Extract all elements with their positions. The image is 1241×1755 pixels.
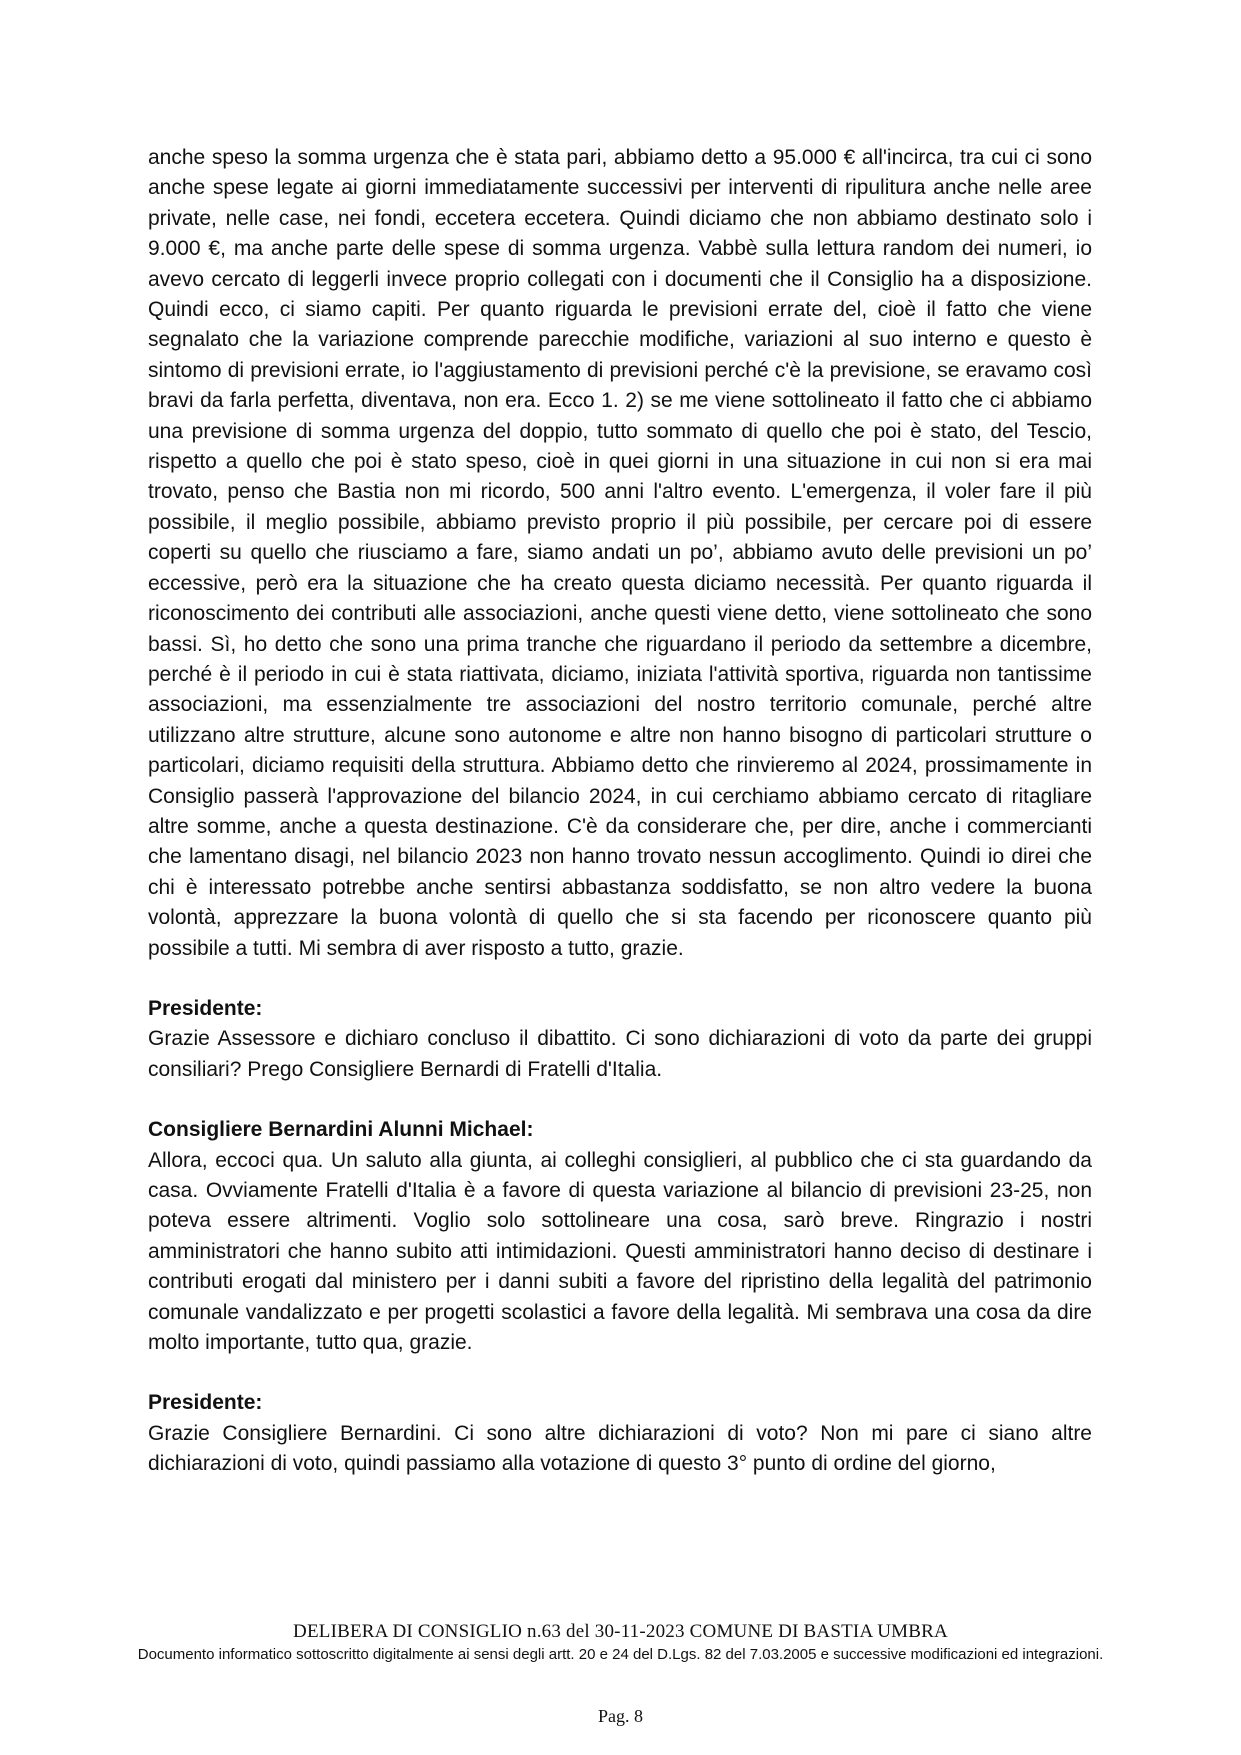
speaker-name: Consigliere Bernardini Alunni Michael: [148, 1118, 534, 1142]
opening-paragraph: anche speso la somma urgenza che è stata pari, abbiamo detto a 95.000 € all'incirca, tra cui ci sono anche spese legate ai giorni immediatamente successivi per interventi di ripulitura anche nelle aree private, nelle case, nei fondi, eccetera eccetera. Quindi diciamo che non abbiamo destinato solo i 9.000 €, ma anche parte delle spese di somma urgenza. Vabbè sulla lettura random dei numeri, io avevo cercato di leggerli invece proprio collegati con i documenti che il Consiglio ha a disposizione. Quindi ecco, ci siamo capiti. Per quanto riguarda le previsioni errate del, cioè il fatto che viene segnalato che la variazione comprende parecchie modifiche, variazioni al suo interno e questo è sintomo di previsioni errate, io l'aggiustamento di previsioni perché c'è la previsione, se eravamo così bravi da farla perfetta, diventava, non era. Ecco 1. 2) se me viene sottolineato il fatto che ci abbiamo una previsione di somma urgenza del doppio, tutto sommato di quello che poi è stato, del Tescio, rispetto a quello che poi è stato speso, cioè in quei giorni in una situazione in cui non si era mai trovato, penso che Bastia non mi ricordo, 500 anni l'altro evento. L'emergenza, il voler fare il più possibile, il meglio possibile, abbiamo previsto proprio il più possibile, per cercare poi di essere coperti su quello che riusciamo a fare, siamo andati un po’, abbiamo avuto delle previsioni un po’ eccessive, però era la situazione che ha creato questa diciamo necessità. Per quanto riguarda il riconoscimento dei contributi alle associazioni, anche questi viene detto, viene sottolineato che sono bassi. Sì, ho detto che sono una prima tranche che riguardano il periodo da settembre a dicembre, perché è il periodo in cui è stata riattivata, diciamo, iniziata l'attività sportiva, riguarda non tantissime associazioni, ma essenzialmente tre associazioni del nostro territorio comunale, perché altre utilizzano altre strutture, alcune sono autonome e altre non hanno bisogno di particolari strutture o particolari, diciamo requisiti della struttura. Abbiamo detto che rinvieremo al 2024, prossimamente in Consiglio passerà l'approvazione del bilancio 2024, in cui cerchiamo abbiamo cercato di ritagliare altre somme, anche a questa destinazione. C'è da considerare che, per dire, anche i commercianti che lamentano disagi, nel bilancio 2023 non hanno trovato nessun accoglimento. Quindi io direi che chi è interessato potrebbe anche sentirsi abbastanza soddisfatto, se non altro vedere la buona volontà, apprezzare la buona volontà di quello che si sta facendo per riconoscere quanto più possibile a tutti. Mi sembra di aver risposto a tutto, grazie. [148, 146, 1092, 960]
page-number: Pag. 8 [598, 1706, 643, 1726]
intervention-block [148, 994, 1092, 1085]
intervention-text: Allora, eccoci qua. Un saluto alla giunta, ai colleghi consiglieri, al pubblico che ci sta guardando da casa. Ovviamente Fratelli d'Italia è a favore di questa variazione al bilancio di previsioni 23-25, non poteva essere altrimenti. Voglio solo sottolineare una cosa, sarò breve. Ringrazio i nostri amministratori che hanno subito atti intimidazioni. Questi amministratori hanno deciso di destinare i contributi erogati dal ministero per i danni subiti a favore del ripristino della legalità del patrimonio comunale vandalizzato e per progetti scolastici a favore della legalità. Mi sembrava una cosa da dire molto importante, tutto qua, grazie. [148, 1148, 1092, 1355]
intervention-block [148, 1115, 1092, 1358]
speaker-name: Presidente: [148, 1391, 263, 1415]
intervention-text: Grazie Consigliere Bernardini. Ci sono altre dichiarazioni di voto? Non mi pare ci siano altre dichiarazioni di voto, quindi passiamo alla votazione di questo 3° punto di ordine del giorno, [148, 1421, 1092, 1476]
document-body [148, 143, 1092, 1480]
speaker-name: Presidente: [148, 996, 263, 1020]
footer-digital-signature-note: Documento informatico sottoscritto digitalmente ai sensi degli artt. 20 e 24 del D.Lgs. 82 del 7.03.2005 e successive modificazioni ed integrazioni. [137, 1646, 1104, 1663]
intervention-text: Grazie Assessore e dichiaro concluso il dibattito. Ci sono dichiarazioni di voto da parte dei gruppi consiliari? Prego Consigliere Bernardi di Fratelli d'Italia. [148, 1027, 1092, 1081]
footer-deliberation-title: DELIBERA DI CONSIGLIO n.63 del 30-11-2023 COMUNE DI BASTIA UMBRA [293, 1621, 948, 1642]
intervention-block [148, 1388, 1092, 1479]
